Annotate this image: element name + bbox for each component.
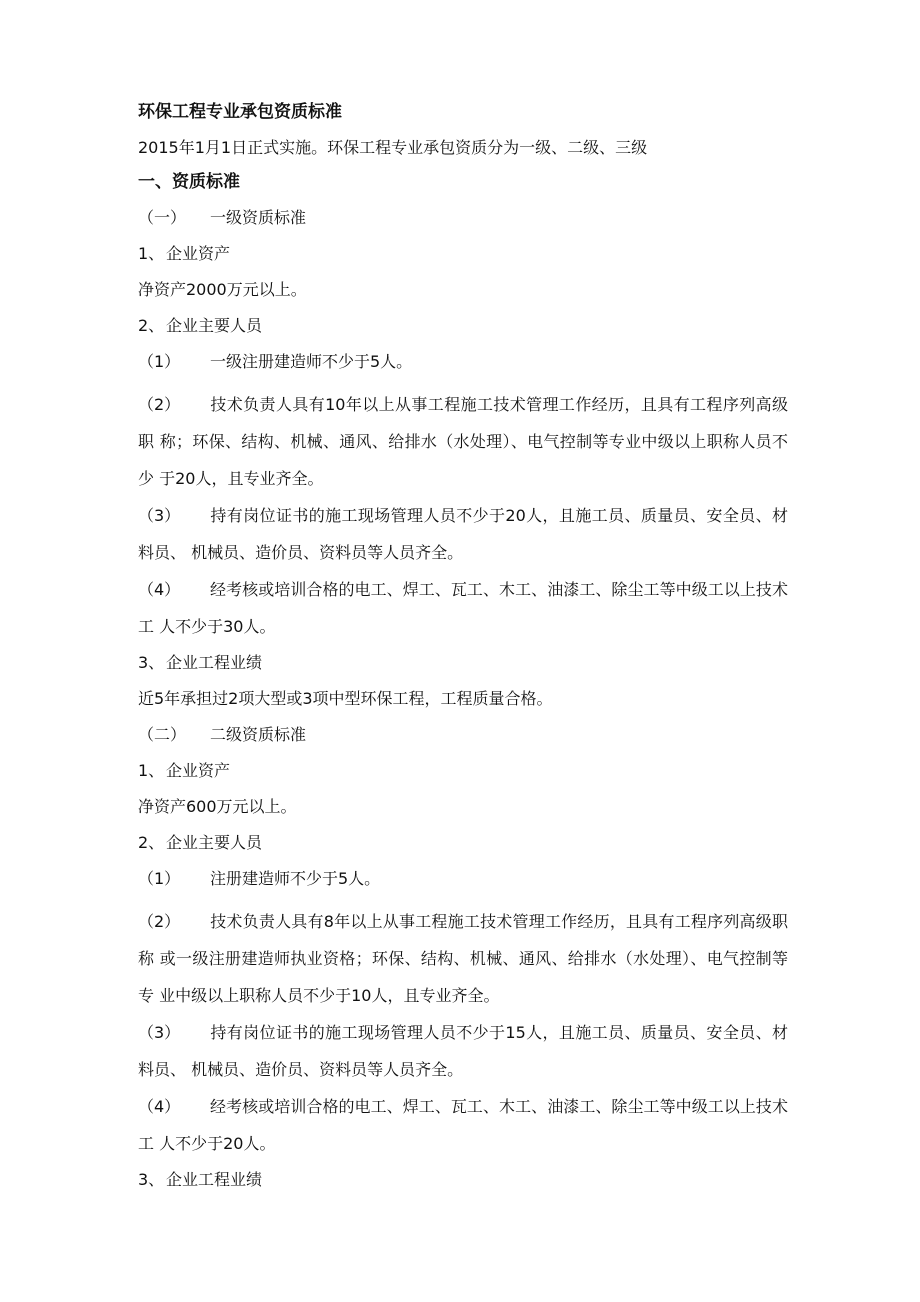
level2-assets-label: 企业资产 <box>166 761 231 780</box>
level1-staff-item-2 <box>138 386 788 497</box>
level2-staff-item-1 <box>138 867 788 891</box>
intro-text: 2015年1月1日正式实施。环保工程专业承包资质分为一级、二级、三级 <box>138 138 648 157</box>
level2-perf-label: 企业工程业绩 <box>166 1170 263 1189</box>
level1-assets-num: 1、 <box>138 244 165 263</box>
level1-perf-label: 企业工程业绩 <box>166 653 263 672</box>
level1-staff-heading <box>138 314 788 338</box>
item-number: （4） <box>138 1097 181 1116</box>
level1-staff-num: 2、 <box>138 316 165 335</box>
level2-assets-text: 净资产600万元以上。 <box>138 797 297 816</box>
document-title: 环保工程专业承包资质标准 <box>138 102 342 122</box>
level1-assets-label: 企业资产 <box>166 244 231 263</box>
item-number: （1） <box>138 869 181 888</box>
level2-staff-label: 企业主要人员 <box>166 833 263 852</box>
item-text: 技术负责人具有10年以上从事工程施工技术管理工作经历，且具有工程序列高级职 称；环保、结构、机械、通风、给排水（水处理）、电气控制等专业中级以上职称人员不少 于20人，且专业齐全。 <box>138 395 788 488</box>
level1-perf-heading <box>138 651 788 675</box>
section-heading: 一、资质标准 <box>138 172 240 192</box>
level1-assets-text: 净资产2000万元以上。 <box>138 280 307 299</box>
level2-staff-item-3 <box>138 1014 788 1088</box>
level1-heading <box>138 206 788 230</box>
level2-staff-num: 2、 <box>138 833 165 852</box>
item-number: （2） <box>138 395 181 414</box>
level2-heading <box>138 723 788 747</box>
level1-staff-item-4 <box>138 571 788 645</box>
item-number: （2） <box>138 912 181 931</box>
level1-heading-text: 一级资质标准 <box>210 208 307 227</box>
level2-perf-num: 3、 <box>138 1170 165 1189</box>
item-number: （1） <box>138 352 181 371</box>
item-text: 注册建造师不少于5人。 <box>210 869 381 888</box>
item-text: 持有岗位证书的施工现场管理人员不少于15人，且施工员、质量员、安全员、材料员、 机械员、造价员、资料员等人员齐全。 <box>138 1023 788 1079</box>
item-text: 经考核或培训合格的电工、焊工、瓦工、木工、油漆工、除尘工等中级工以上技术工 人不少于30人。 <box>138 580 788 636</box>
item-text: 一级注册建造师不少于5人。 <box>210 352 413 371</box>
level2-staff-heading <box>138 831 788 855</box>
item-text: 技术负责人具有8年以上从事工程施工技术管理工作经历，且具有工程序列高级职称 或一级注册建造师执业资格；环保、结构、机械、通风、给排水（水处理）、电气控制等专 业中级以上职称人员不少于10人，且专业齐全。 <box>138 912 788 1005</box>
level1-perf-text: 近5年承担过2项大型或3项中型环保工程，工程质量合格。 <box>138 689 553 708</box>
level1-staff-item-1 <box>138 350 788 374</box>
level2-assets-num: 1、 <box>138 761 165 780</box>
level1-staff-item-3 <box>138 497 788 571</box>
level1-heading-num: （一） <box>138 208 187 227</box>
item-text: 经考核或培训合格的电工、焊工、瓦工、木工、油漆工、除尘工等中级工以上技术工 人不少于20人。 <box>138 1097 788 1153</box>
level1-perf-num: 3、 <box>138 653 165 672</box>
level2-staff-item-2 <box>138 903 788 1014</box>
level2-heading-text: 二级资质标准 <box>210 725 307 744</box>
level2-heading-num: （二） <box>138 725 187 744</box>
level1-staff-label: 企业主要人员 <box>166 316 263 335</box>
item-number: （4） <box>138 580 181 599</box>
level1-assets-heading <box>138 242 788 266</box>
level2-staff-item-4 <box>138 1088 788 1162</box>
item-number: （3） <box>138 506 181 525</box>
item-number: （3） <box>138 1023 181 1042</box>
level2-perf-heading <box>138 1168 788 1192</box>
level2-assets-heading <box>138 759 788 783</box>
item-text: 持有岗位证书的施工现场管理人员不少于20人，且施工员、质量员、安全员、材料员、 机械员、造价员、资料员等人员齐全。 <box>138 506 788 562</box>
document-page <box>138 100 788 1192</box>
